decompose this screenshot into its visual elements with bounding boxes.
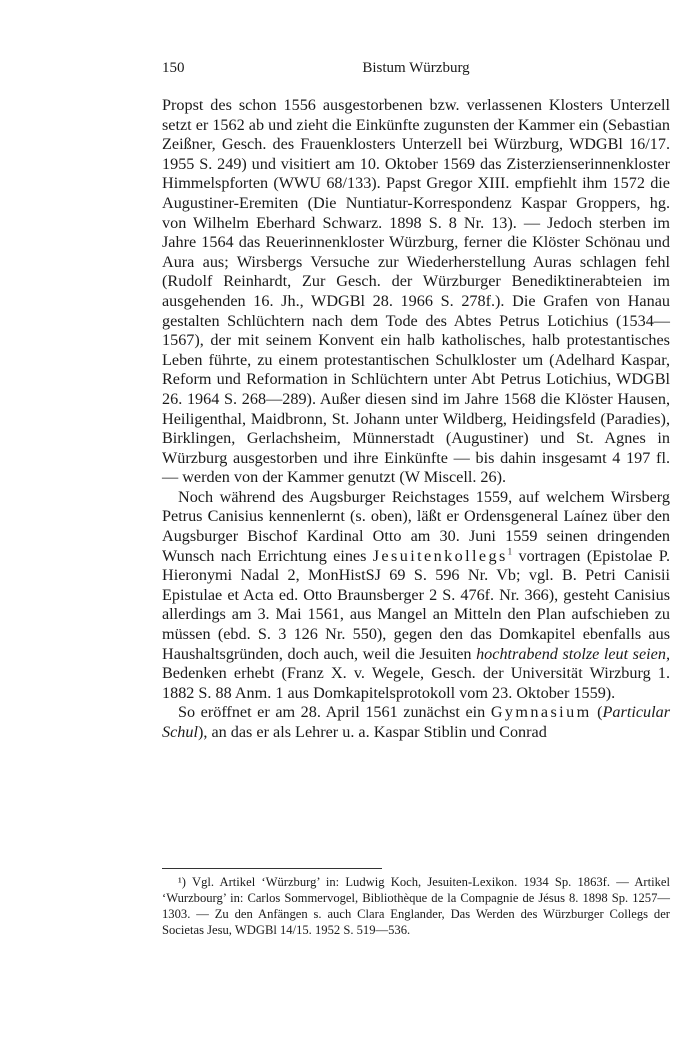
paragraph-3-open-paren: ( [597,703,603,722]
paragraph-3 [162,703,670,742]
footnote-1 [162,874,670,938]
italic-term-particular-schul: Particular Schul [162,703,670,741]
footnotes [162,874,670,938]
page-header [162,60,670,84]
footnote-divider [162,868,382,869]
footnote-marker: ¹) [178,875,186,889]
paragraph-2-text-a: Noch während des Augsburger Reichstages 1559, auf welchem Wirsberg Petrus Canisius kennenlernt (s. oben), läßt er Ordensgeneral Laínez über den Augsburger Bischof Kardinal Otto am 30. Juni 1559 seinen dringenden Wunsch nach Errichtung eines [162,487,670,565]
paragraph-3-text-a: So eröffnet er am 28. April 1561 zunächst ein [178,703,486,722]
paragraph-2-text-b: vortragen (Epistolae P. Hieronymi Nadal 2, MonHistSJ 69 S. 596 Nr. Vb; vgl. B. Petri Canisii Epistulae et Acta ed. Otto Braunsberger 2 S. 476f. Nr. 366), gesteht Canisius allerdings am 3. Mai 1561, aus Mangel an Mitteln den Plan aufschieben zu müssen (ebd. S. 3 126 Nr. 550), gegen den das Domkapitel ebenfalls aus Haushaltsgründen, doch auch, weil die Jesuiten [162,546,671,663]
paragraph-1: Propst des schon 1556 ausgestorbenen bzw. verlassenen Klosters Unterzell setzt er 1562 ab und zieht die Einkünfte zugunsten der Kammer ein (Sebastian Zeißner, Gesch. des Frauenklosters Unterzell bei Würzburg, WDGBl 16/17. 1955 S. 249) und visitiert am 10. Oktober 1569 das Zisterzienserinnenkloster Himmelspforten (WWU 68/133). Papst Gregor XIII. empfiehlt ihm 1572 die Augustiner-Eremiten (Die Nuntiatur-Korrespondenz Kaspar Groppers, hg. von Wilhelm Eberhard Schwarz. 1898 S. 8 Nr. 13). — Jedoch sterben im Jahre 1564 das Reuerinnenkloster Würzburg, ferner die Klöster Schönau und Aura aus; Wirsbergs Versuche zur Wiederherstellung Auras schlagen fehl (Rudolf Reinhardt, Zur Gesch. der Würzburger Benediktinerabteien im ausgehenden 16. Jh., WDGBl 28. 1966 S. 278f.). Die Grafen von Hanau gestalten Schlüchtern nach dem Tode des Abtes Petrus Lotichius (1534—1567), der mit seinem Konvent ein halb katholisches, halb protestantisches Leben führte, zu einem protestantischen Schulkloster um (Adelhard Kaspar, Reform und Reformation in Schlüchtern unter Abt Petrus Lotichius, WDGBl 26. 1964 S. 268—289). Außer diesen sind im Jahre 1568 die Klöster Hausen, Heiligenthal, Maidbronn, St. Johann unter Wildberg, Heidingsfeld (Paradies), Birklingen, Gerlachsheim, Münnerstadt (Augustiner) und St. Agnes in Würzburg ausgestorben und ihre Einkünfte — bis dahin insgesamt 4 197 fl. — werden von der Kammer genutzt (W Miscell. 26). [162,96,670,487]
footnote-text: Vgl. Artikel ‘Würzburg’ in: Ludwig Koch, Jesuiten-Lexikon. 1934 Sp. 1863f. — Artikel ‘Wurzbourg’ in: Carlos Sommervogel, Bibliothèque de la Compagnie de Jésus 8. 1898 Sp. 1257—1303. — Zu den Anfängen s. auch Clara Englander, Das Werden des Würzburger Collegs der Societas Jesu, WDGBl 14/15. 1952 S. 519—536. [162,875,671,937]
paragraph-3-text-b: ), an das er als Lehrer u. a. Kaspar Stiblin und Conrad [197,723,547,741]
spaced-term-gymnasium: Gymnasium [490,703,592,722]
page-number: 150 [162,60,185,76]
running-title: Bistum Würzburg [362,60,470,76]
body-text [162,96,670,743]
paragraph-2-text-c: Bedenken erhebt (Franz X. v. Wegele, Gesch. der Universität Wirzburg 1. 1882 S. 88 Anm. 1 aus Domkapitelsprotokoll vom 23. Oktober 1559). [162,664,670,702]
italic-quote: hochtrabend stolze leut seien, [476,644,670,663]
spaced-term-jesuitenkollegs: Jesuitenkollegs [372,546,508,565]
footnote-ref-1: 1 [507,546,513,557]
paragraph-2 [162,488,670,704]
